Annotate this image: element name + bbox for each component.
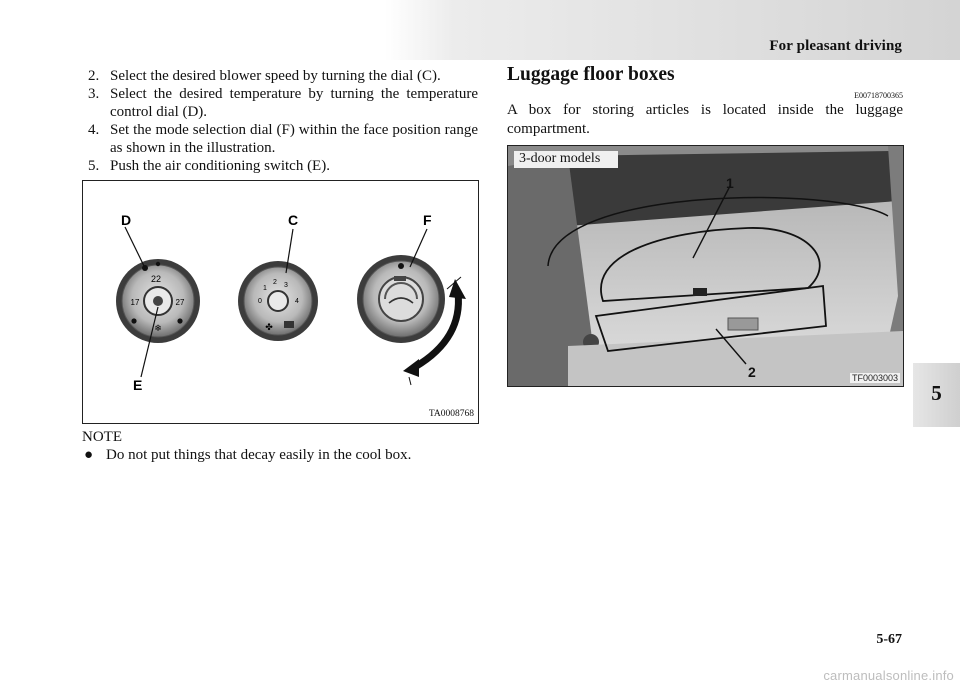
mode-selection-dial [357,255,445,343]
callout-f: F [423,212,432,228]
callout-e: E [133,377,143,393]
fan-mark-4: 4 [295,298,299,305]
step-item [88,85,478,121]
note-item [82,446,482,464]
climate-control-illustration [82,180,479,424]
step-number: 3. [88,86,100,102]
snowflake-icon: ❄ [154,324,162,334]
step-item [88,157,478,175]
fan-mark-1: 1 [263,285,267,292]
step-text: Select the desired blower speed by turning the dial (C). [110,68,441,84]
photo-model-label: 3-door models [514,151,618,168]
defrost-icon [394,276,406,281]
callout-d: D [121,212,132,228]
running-header-title: For pleasant driving [769,38,902,54]
callout-line-d [125,227,145,268]
chapter-number: 5 [931,381,942,405]
photo-code: TF0003003 [851,373,898,383]
figure-code: TA0008768 [428,409,474,419]
step-text: Set the mode selection dial (F) within the face position range as shown in the illustration. [110,122,478,156]
fan-speed-dial [238,261,318,341]
section-body-text: A box for storing articles is located inside the luggage compartment. [507,102,903,137]
climate-dials-drawing [83,181,478,423]
temperature-dial [116,259,200,343]
temp-mark-27: 27 [175,298,185,307]
arrow-head-icon [449,279,466,299]
section-code: E00718700365 [854,91,903,100]
temp-mark-17: 17 [130,298,140,307]
rear-defrost-icon [284,321,294,328]
callout-2: 2 [748,364,756,380]
note-title: NOTE [82,429,122,445]
fan-mark-2: 2 [273,279,277,286]
step-item [88,67,478,85]
page-number: 5-67 [876,632,902,647]
callout-c: C [288,212,299,228]
note-block [82,428,482,464]
step-item [88,121,478,157]
note-text: Do not put things that decay easily in the cool box. [106,447,412,463]
watermark: carmanualsonline.info [823,668,954,683]
temp-mark-22: 22 [150,274,162,284]
luggage-box-photo [507,145,904,387]
instruction-steps [88,67,478,175]
fan-icon: ✤ [265,323,273,333]
step-number: 4. [88,122,100,138]
step-number: 5. [88,158,100,174]
section-heading: Luggage floor boxes [507,64,675,85]
arrow-tail-icon [403,359,419,377]
luggage-section [507,64,903,137]
fan-mark-0: 0 [258,298,262,305]
step-text: Push the air conditioning switch (E). [110,158,330,174]
luggage-compartment-image [508,146,903,386]
callout-1: 1 [726,175,734,191]
step-number: 2. [88,68,100,84]
chapter-tab [913,363,960,427]
fan-mark-3: 3 [284,282,288,289]
step-text: Select the desired temperature by turning the temperature control dial (D). [110,86,478,120]
bullet-icon: ● [84,447,94,463]
